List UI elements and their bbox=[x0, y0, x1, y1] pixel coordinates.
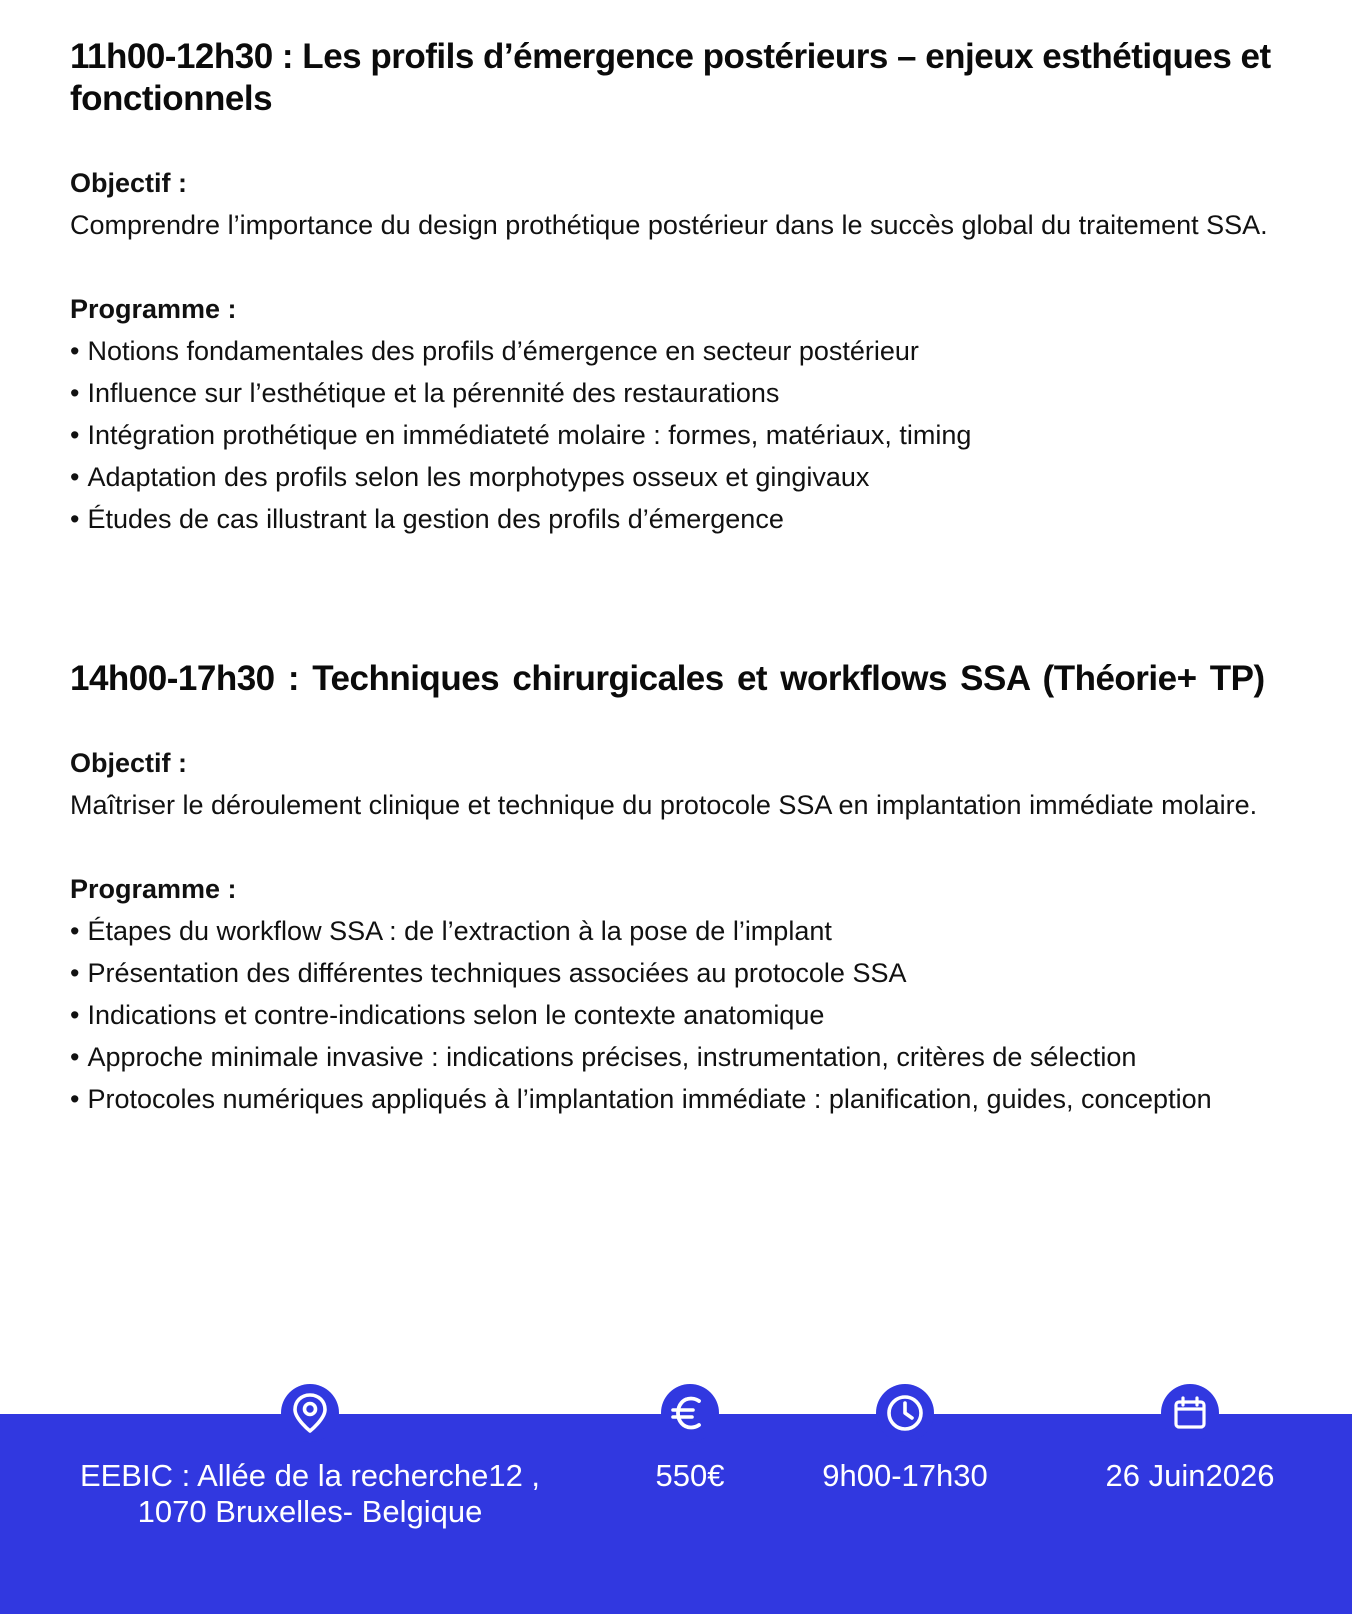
list-item: • Intégration prothétique en immédiateté molaire : formes, matériaux, timing bbox=[70, 420, 972, 450]
objective-text: Maîtriser le déroulement clinique et technique du protocole SSA en implantation immédiate molaire. bbox=[70, 790, 1258, 820]
location-info bbox=[60, 1384, 560, 1530]
section-title: 11h00-12h30 : Les profils d’émergence postérieurs – enjeux esthétiques et fonctionnels bbox=[70, 37, 1271, 118]
list-item: • Présentation des différentes techniques associées au protocole SSA bbox=[70, 958, 907, 988]
program-list bbox=[70, 910, 1278, 1120]
program-content bbox=[70, 36, 1278, 1120]
objective-label: Objectif : bbox=[70, 748, 188, 778]
hours-text: 9h00-17h30 bbox=[822, 1458, 988, 1493]
objective-label: Objectif : bbox=[70, 168, 188, 198]
map-pin-icon bbox=[281, 1384, 339, 1442]
date-info bbox=[1090, 1384, 1290, 1494]
list-item: • Études de cas illustrant la gestion des profils d’émergence bbox=[70, 504, 784, 534]
list-item: • Étapes du workflow SSA : de l’extraction à la pose de l’implant bbox=[70, 916, 832, 946]
date-text: 26 Juin2026 bbox=[1105, 1458, 1275, 1493]
list-item: • Influence sur l’esthétique et la pérennité des restaurations bbox=[70, 378, 780, 408]
list-item: • Adaptation des profils selon les morphotypes osseux et gingivaux bbox=[70, 462, 870, 492]
euro-icon bbox=[661, 1384, 719, 1442]
price-text: 550€ bbox=[655, 1458, 725, 1493]
list-item: • Notions fondamentales des profils d’émergence en secteur postérieur bbox=[70, 336, 919, 366]
program-list bbox=[70, 330, 1278, 540]
list-item: • Indications et contre-indications selon le contexte anatomique bbox=[70, 1000, 825, 1030]
clock-icon bbox=[876, 1384, 934, 1442]
price-info bbox=[630, 1384, 750, 1494]
location-line1: EEBIC : Allée de la recherche12 , bbox=[79, 1458, 541, 1493]
list-item: • Approche minimale invasive : indications précises, instrumentation, critères de sélection bbox=[70, 1042, 1137, 1072]
calendar-icon bbox=[1161, 1384, 1219, 1442]
list-item: • Protocoles numériques appliqués à l’implantation immédiate : planification, guides, conception bbox=[70, 1084, 1212, 1114]
hours-info bbox=[810, 1384, 1000, 1494]
program-label: Programme : bbox=[70, 874, 237, 904]
objective-text: Comprendre l’importance du design prothétique postérieur dans le succès global du traitement SSA. bbox=[70, 210, 1268, 240]
program-label: Programme : bbox=[70, 294, 237, 324]
section-title: 14h00-17h30 : Techniques chirurgicales et workflows SSA (Théorie+ TP) bbox=[70, 659, 1265, 698]
location-line2: 1070 Bruxelles- Belgique bbox=[137, 1494, 483, 1529]
